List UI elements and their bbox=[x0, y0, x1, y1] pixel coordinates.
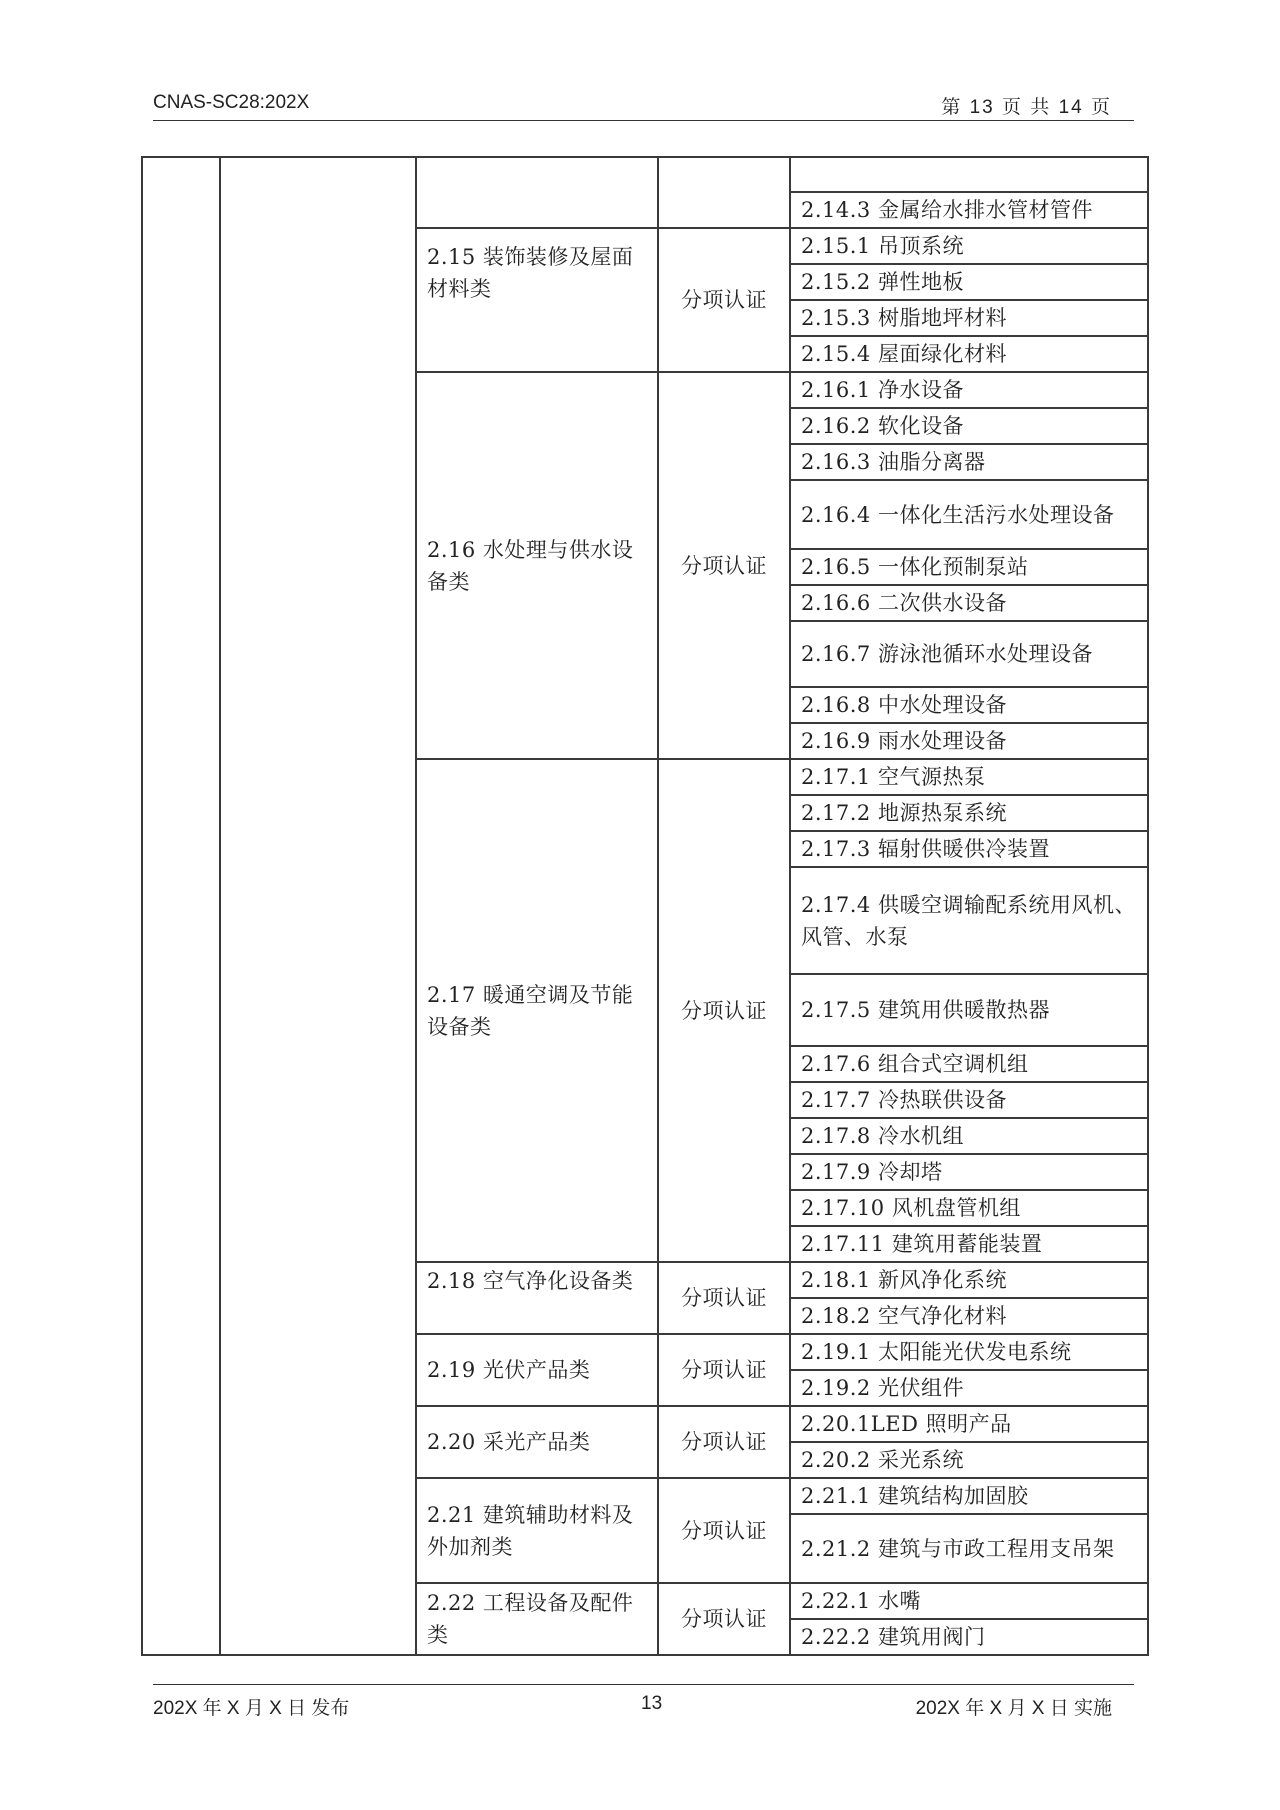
method-cell: 分项认证 bbox=[658, 1583, 790, 1655]
document-code: CNAS-SC28:202X bbox=[153, 92, 310, 113]
table-row bbox=[142, 157, 1148, 192]
empty-cell bbox=[142, 157, 220, 1655]
category-cell: 2.17 暖通空调及节能设备类 bbox=[416, 759, 658, 1262]
category-cell: 2.20 采光产品类 bbox=[416, 1406, 658, 1478]
item-cell: 2.17.4 供暖空调输配系统用风机、风管、水泵 bbox=[790, 867, 1148, 974]
category-cell: 2.18 空气净化设备类 bbox=[416, 1262, 658, 1334]
method-cell: 分项认证 bbox=[658, 372, 790, 759]
item-cell: 2.16.4 一体化生活污水处理设备 bbox=[790, 480, 1148, 549]
item-cell: 2.16.3 油脂分离器 bbox=[790, 444, 1148, 480]
method-cell: 分项认证 bbox=[658, 1406, 790, 1478]
item-cell: 2.16.9 雨水处理设备 bbox=[790, 723, 1148, 759]
item-cell: 2.17.1 空气源热泵 bbox=[790, 759, 1148, 795]
item-cell: 2.22.1 水嘴 bbox=[790, 1583, 1148, 1619]
item-cell: 2.17.5 建筑用供暖散热器 bbox=[790, 974, 1148, 1046]
item-cell: 2.21.2 建筑与市政工程用支吊架 bbox=[790, 1514, 1148, 1583]
empty-cell bbox=[220, 157, 416, 1655]
item-cell: 2.16.6 二次供水设备 bbox=[790, 585, 1148, 621]
item-cell: 2.17.6 组合式空调机组 bbox=[790, 1046, 1148, 1082]
item-cell: 2.18.2 空气净化材料 bbox=[790, 1298, 1148, 1334]
item-cell: 2.20.1LED 照明产品 bbox=[790, 1406, 1148, 1442]
category-cell: 2.15 装饰装修及屋面材料类 bbox=[416, 228, 658, 372]
certification-table bbox=[141, 156, 1149, 1656]
method-cell: 分项认证 bbox=[658, 759, 790, 1262]
empty-cell bbox=[790, 157, 1148, 192]
publish-date: 202X 年 X 月 X 日 发布 bbox=[153, 1698, 350, 1719]
item-cell: 2.17.7 冷热联供设备 bbox=[790, 1082, 1148, 1118]
item-cell: 2.22.2 建筑用阀门 bbox=[790, 1619, 1148, 1655]
item-cell: 2.17.3 辐射供暖供冷装置 bbox=[790, 831, 1148, 867]
item-cell: 2.17.11 建筑用蓄能装置 bbox=[790, 1226, 1148, 1262]
page-footer bbox=[153, 1684, 1134, 1725]
item-cell: 2.18.1 新风净化系统 bbox=[790, 1262, 1148, 1298]
item-cell: 2.16.1 净水设备 bbox=[790, 372, 1148, 408]
empty-cell bbox=[658, 157, 790, 228]
item-cell: 2.15.4 屋面绿化材料 bbox=[790, 336, 1148, 372]
item-cell: 2.14.3 金属给水排水管材管件 bbox=[790, 192, 1148, 228]
method-cell: 分项认证 bbox=[658, 1334, 790, 1406]
item-cell: 2.17.8 冷水机组 bbox=[790, 1118, 1148, 1154]
implement-date: 202X 年 X 月 X 日 实施 bbox=[915, 1698, 1112, 1719]
page-info: 第 13 页 共 14 页 bbox=[941, 97, 1112, 118]
method-cell: 分项认证 bbox=[658, 1478, 790, 1583]
category-cell: 2.16 水处理与供水设备类 bbox=[416, 372, 658, 759]
method-cell: 分项认证 bbox=[658, 228, 790, 372]
item-cell: 2.17.10 风机盘管机组 bbox=[790, 1190, 1148, 1226]
item-cell: 2.16.2 软化设备 bbox=[790, 408, 1148, 444]
method-cell: 分项认证 bbox=[658, 1262, 790, 1334]
empty-cell bbox=[416, 157, 658, 228]
category-cell: 2.21 建筑辅助材料及外加剂类 bbox=[416, 1478, 658, 1583]
item-cell: 2.15.1 吊顶系统 bbox=[790, 228, 1148, 264]
category-cell: 2.22 工程设备及配件类 bbox=[416, 1583, 658, 1655]
page-number: 13 bbox=[641, 1693, 663, 1714]
page-header bbox=[153, 88, 1134, 121]
item-cell: 2.19.1 太阳能光伏发电系统 bbox=[790, 1334, 1148, 1370]
item-cell: 2.17.2 地源热泵系统 bbox=[790, 795, 1148, 831]
item-cell: 2.19.2 光伏组件 bbox=[790, 1370, 1148, 1406]
item-cell: 2.15.3 树脂地坪材料 bbox=[790, 300, 1148, 336]
item-cell: 2.16.5 一体化预制泵站 bbox=[790, 549, 1148, 585]
item-cell: 2.15.2 弹性地板 bbox=[790, 264, 1148, 300]
item-cell: 2.16.8 中水处理设备 bbox=[790, 687, 1148, 723]
category-cell: 2.19 光伏产品类 bbox=[416, 1334, 658, 1406]
item-cell: 2.17.9 冷却塔 bbox=[790, 1154, 1148, 1190]
item-cell: 2.20.2 采光系统 bbox=[790, 1442, 1148, 1478]
item-cell: 2.21.1 建筑结构加固胶 bbox=[790, 1478, 1148, 1514]
item-cell: 2.16.7 游泳池循环水处理设备 bbox=[790, 621, 1148, 687]
